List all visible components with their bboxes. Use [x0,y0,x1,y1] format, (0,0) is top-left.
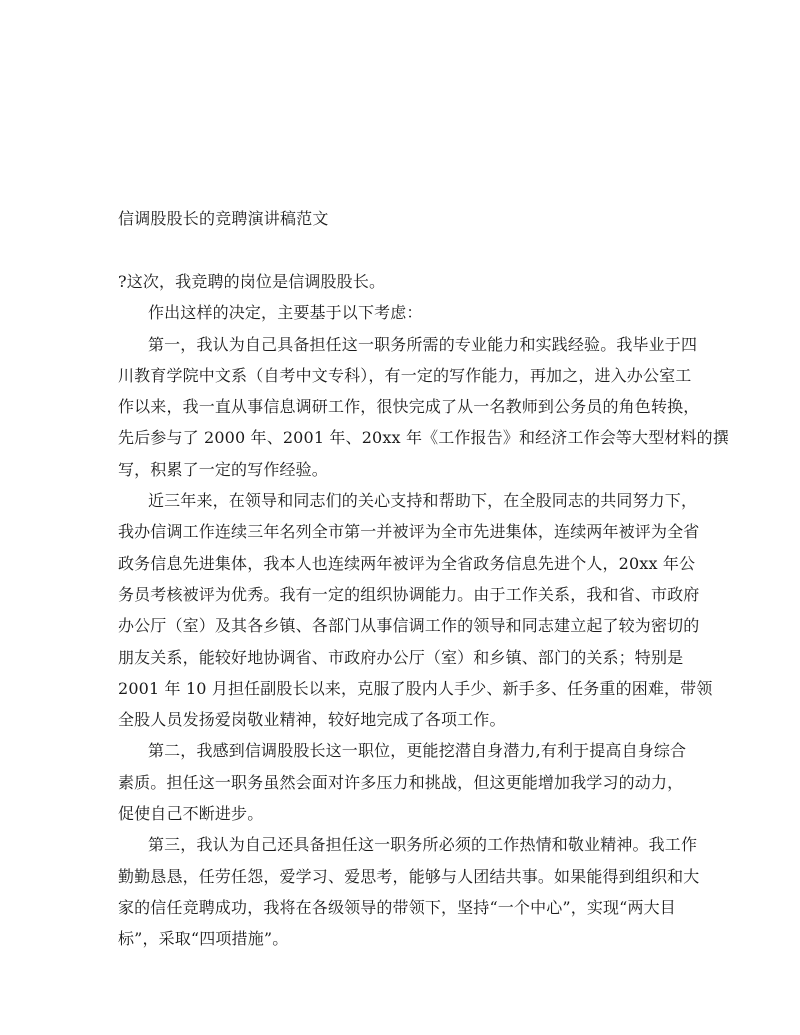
text-line: 我办信调工作连续三年名列全市第一并被评为全市先进集体，连续两年被评为全省 [118,522,700,542]
text-line: 第二，我感到信调股股长这一职位，更能挖潜自身潜力,有利于提高自身综合 [148,741,687,761]
text-line: 家的信任竞聘成功，我将在各级领导的带领下，坚持“一个中心”，实现“两大目 [118,897,676,917]
text-line: 2001 年 10 月担任副股长以来，克服了股内人手少、新手多、任务重的困难，带领 [118,678,713,698]
text-line: 务员考核被评为优秀。我有一定的组织协调能力。由于工作关系，我和省、市政府 [118,584,700,604]
text-line: 第一，我认为自己具备担任这一职务所需的专业能力和实践经验。我毕业于四 [148,334,698,354]
text-line: 写，积累了一定的写作经验。 [118,459,328,479]
text-line: 川教育学院中文系（自考中文专科），有一定的写作能力，再加之，进入办公室工 [118,365,692,385]
text-line: 勤勤恳恳，任劳任怨，爱学习、爱思考，能够与人团结共事。如果能得到组织和大 [118,866,700,886]
text-line: 政务信息先进集体，我本人也连续两年被评为全省政务信息先进个人，20xx 年公 [118,553,696,573]
text-line: 标”，采取“四项措施”。 [118,929,289,949]
document-body [118,266,729,955]
text-line: 近三年来，在领导和同志们的关心支持和帮助下，在全股同志的共同努力下， [148,491,698,511]
text-line: 促使自己不断进步。 [118,804,264,824]
text-line: 第三，我认为自己还具备担任这一职务所必须的工作热情和敬业精神。我工作 [148,835,698,855]
text-line: 素质。担任这一职务虽然会面对许多压力和挑战，但这更能增加我学习的动力， [118,772,684,792]
text-line: 办公厅（室）及其各乡镇、各部门从事信调工作的领导和同志建立起了较为密切的 [118,616,700,636]
text-line: 作出这样的决定，主要基于以下考虑： [148,303,423,323]
text-line: 作以来，我一直从事信息调研工作，很快完成了从一名教师到公务员的角色转换， [118,397,700,417]
text-line: 全股人员发扬爱岗敬业精神，较好地完成了各项工作。 [118,710,506,730]
text-line: ?这次，我竞聘的岗位是信调股股长。 [118,272,386,291]
text-line: 先后参与了 2000 年、2001 年、20xx 年《工作报告》和经济工作会等大型材料的撰 [118,428,729,448]
document-title: 信调股股长的竞聘演讲稿范文 [118,209,329,228]
text-line: 朋友关系，能较好地协调省、市政府办公厅（室）和乡镇、部门的关系；特别是 [118,647,684,667]
